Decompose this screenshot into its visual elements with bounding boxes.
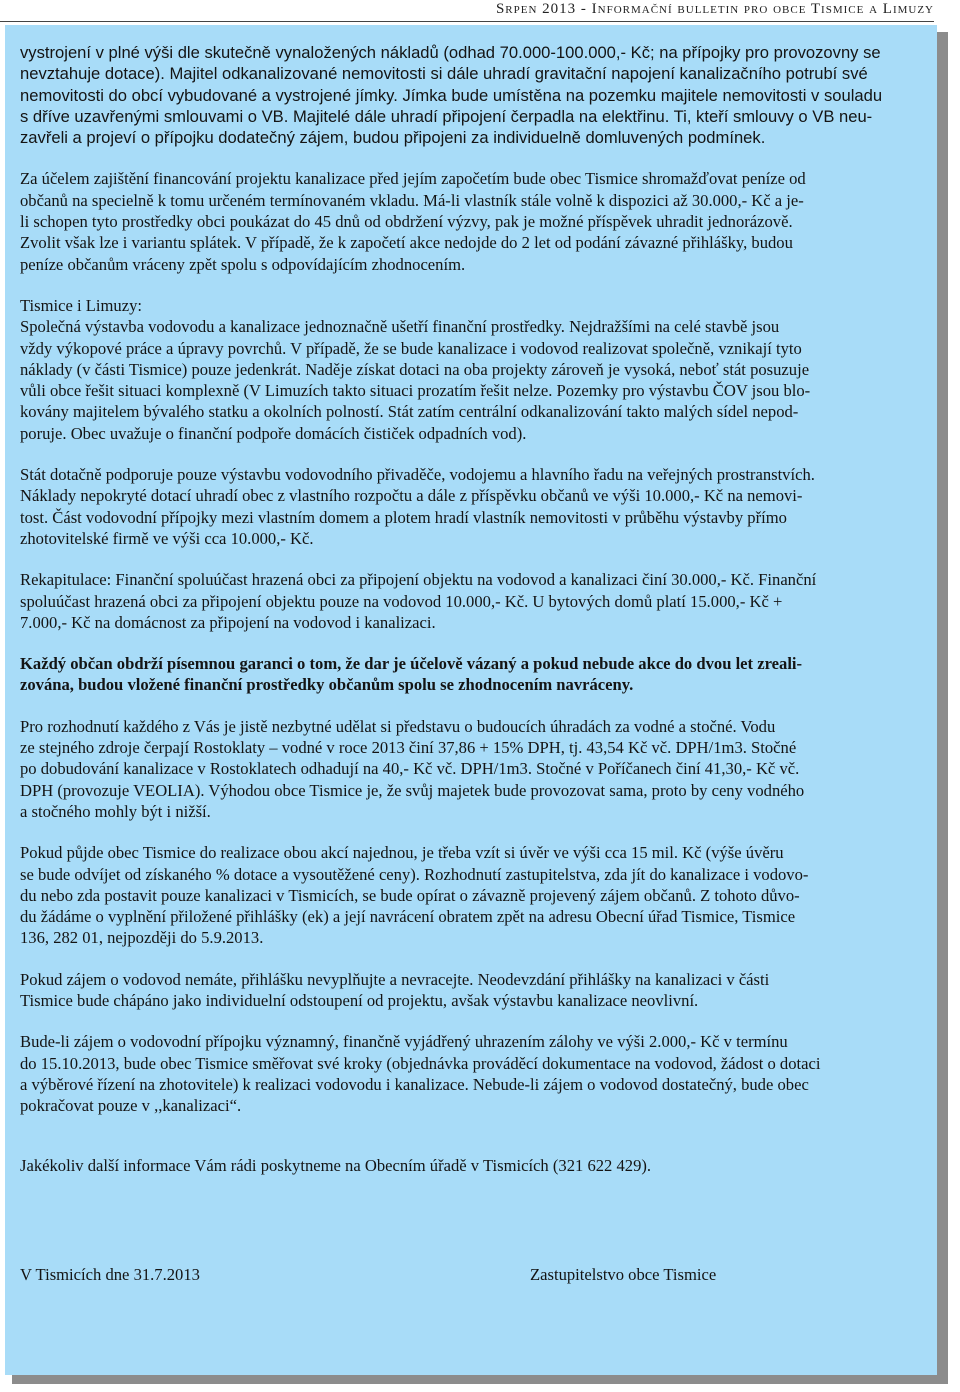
signature-place-date: V Tismicích dne 31.7.2013 [20, 1265, 200, 1284]
paragraph-no-interest: Pokud zájem o vodovod nemáte, přihlášku nevyplňujte a nevracejte. Neodevzdání přihlášky na kanalizaci v části Tismice bude chápáno jako individuelní odstoupení od projektu, avšak výstavbu kanalizace neovlivní. [20, 969, 770, 1010]
page-header [0, 0, 960, 22]
spacer [20, 1136, 929, 1155]
paragraph-tismice-limuzy: Tismice i Limuzy: Společná výstavba vodovodu a kanalizace jednoznačně ušetří finanční prostředky. Nejdražšími na celé stavbě jsou vždy výkopové práce a úpravy povrchů. V případě, že se bude kanalizace i vodovod realizovat společně, vznikají tyto náklady (v části Tismice) pouze jedenkrát. Naděje získat dotaci na oba projekty zároveň je vysoká, neboť stát posuzuje vůli obce řešit situaci komplexně (V Limuzích takto situaci prozatím řešit nelze. Pozemky pro výstavbu ČOV jsou blo- kovány majitelem bývalého statku a okolních polností. Stát zatím centrální odkanalizování takto malých sídel nepod- poruje. Obec uvažuje o finanční podpoře domácích čističek odpadních vod). [20, 295, 811, 443]
content-panel [5, 25, 937, 1375]
paragraph-connection-costs: vystrojení v plné výši dle skutečně vynaložených nákladů (odhad 70.000-100.000,- Kč; na přípojky pro provozovny se nevztahuje dotace). Majitel odkanalizované nemovitosti si dále uhradí gravitační napojení kanalizačního potrubí své nemovitosti do obcí vybudované a vystrojené jímky. Jímka bude umístěna na pozemku majitele nemovitosti v souladu s dříve uzavřenými smlouvami o VB. Majitelé dále uhradí připojení čerpadla na elektřinu. Ti, kteří smlouvy o VB neu- zavřeli a projeví o přípojku dodatečný zájem, budou připojeni za individuelně domluvených podmínek. [20, 43, 883, 148]
paragraph-deposit: Bude-li zájem o vodovodní přípojku významný, finančně vyjádřený uhrazením zálohy ve výši 2.000,- Kč v termínu do 15.10.2013, bude obec Tismice směřovat své kroky (objednávka prováděcí dokumentace na vodovod, žádost o dotaci a výběrové řízení na zhotovitele) k realizaci vodovodu i kanalizace. Nebude-li zájem o vodovod dostatečný, bude obec pokračovat pouze v ,,kanalizaci“. [20, 1032, 821, 1116]
paragraph-contact: Jakékoliv další informace Vám rádi poskytneme na Obecním úřadě v Tismicích (321 622 429). [20, 1156, 652, 1176]
header-title: Srpen 2013 - Informační bulletin pro obce Tismice a Limuzy [495, 1, 934, 17]
paragraph-guarantee: Každý občan obdrží písemnou garanci o tom, že dar je účelově vázaný a pokud nebude akce do dvou let zreali- zována, budou vložené finanční prostředky občanům spolu se zhodnocením navráceny. [20, 654, 803, 695]
paragraph-recap: Rekapitulace: Finanční spoluúčast hrazená obci za připojení objektu na vodovod a kanalizaci činí 30.000,- Kč. Finanční spoluúčast hrazená obci za připojení objektu pouze na vodovod 10.000,- Kč. U bytových domů platí 15.000,- Kč + 7.000,- Kč na domácnost za připojení na vodovod i kanalizaci. [20, 570, 817, 632]
paragraph-financing: Za účelem zajištění financování projektu kanalizace před jejím započetím bude obec Tismice shromažďovat peníze od občanů na specielně k tomu určeném termínovaném vkladu. Má-li vlastník stále volně k dispozici až 30.000,- Kč a je- li schopen tyto prostředky obci poukázat do 45 dnů od obdržení výzvy, pak je možné příspěvek uhradit jednorázově. Zvolit však lze i variantu splátek. V případě, že k započetí akce nedojde do 2 let od podání závazné přihlášky, budou peníze občanům vráceny zpět spolu s odpovídajícím zhodnocením. [20, 169, 806, 274]
paragraph-water-prices: Pro rozhodnutí každého z Vás je jistě nezbytné udělat si představu o budoucích úhradách za vodné a stočné. Vodu ze stejného zdroje čerpají Rostoklaty – vodné v roce 2013 činí 37,86 + 15% DPH, tj. 43,54 Kč vč. DPH/1m3. Stočné po dobudování kanalizace v Rostoklatech odhadují na 40,- Kč vč. DPH/1m3. Stočné v Poříčanech činí 41,30,- Kč vč. DPH (provozuje VEOLIA). Výhodou obce Tismice je, že svůj majetek bude provozovat sama, proto by ceny vodného a stočného mohly být i nižší. [20, 716, 805, 821]
header-rule [0, 21, 934, 22]
paragraph-state-subsidy: Stát dotačně podporuje pouze výstavbu vodovodního přivaděče, vodojemu a hlavního řadu na veřejných prostranstvích. Náklady nepokryté dotací uhradí obec z vlastního rozpočtu a dále z příspěvku občanů ve výši 10.000,- Kč na nemovi- tost. Část vodovodní přípojky mezi vlastním domem a plotem hradí vlastník nemovitosti v průběhu výstavby přímo zhotovitelské firmě ve výši cca 10.000,- Kč. [20, 465, 815, 548]
paragraph-loan: Pokud půjde obec Tismice do realizace obou akcí najednou, je třeba vzít si úvěr ve výši cca 15 mil. Kč (výše úvěru se bude odvíjet od získaného % dotace a vysoutěžené ceny). Rozhodnutí zastupitelstva, zda jít do kanalizace i vodovo- du nebo zda postavit pouze kanalizaci v Tismicích, se bude opírat o závazně projevený zájem občanů. Z tohoto důvo- du žádáme o vyplnění přiložené přihlášky (ek) a její navrácení obratem zpět na adresu Obecní úřad Tismice, Tismice 136, 282 01, nejpozději do 5.9.2013. [20, 843, 809, 948]
signature-council: Zastupitelstvo obce Tismice [530, 1265, 717, 1284]
